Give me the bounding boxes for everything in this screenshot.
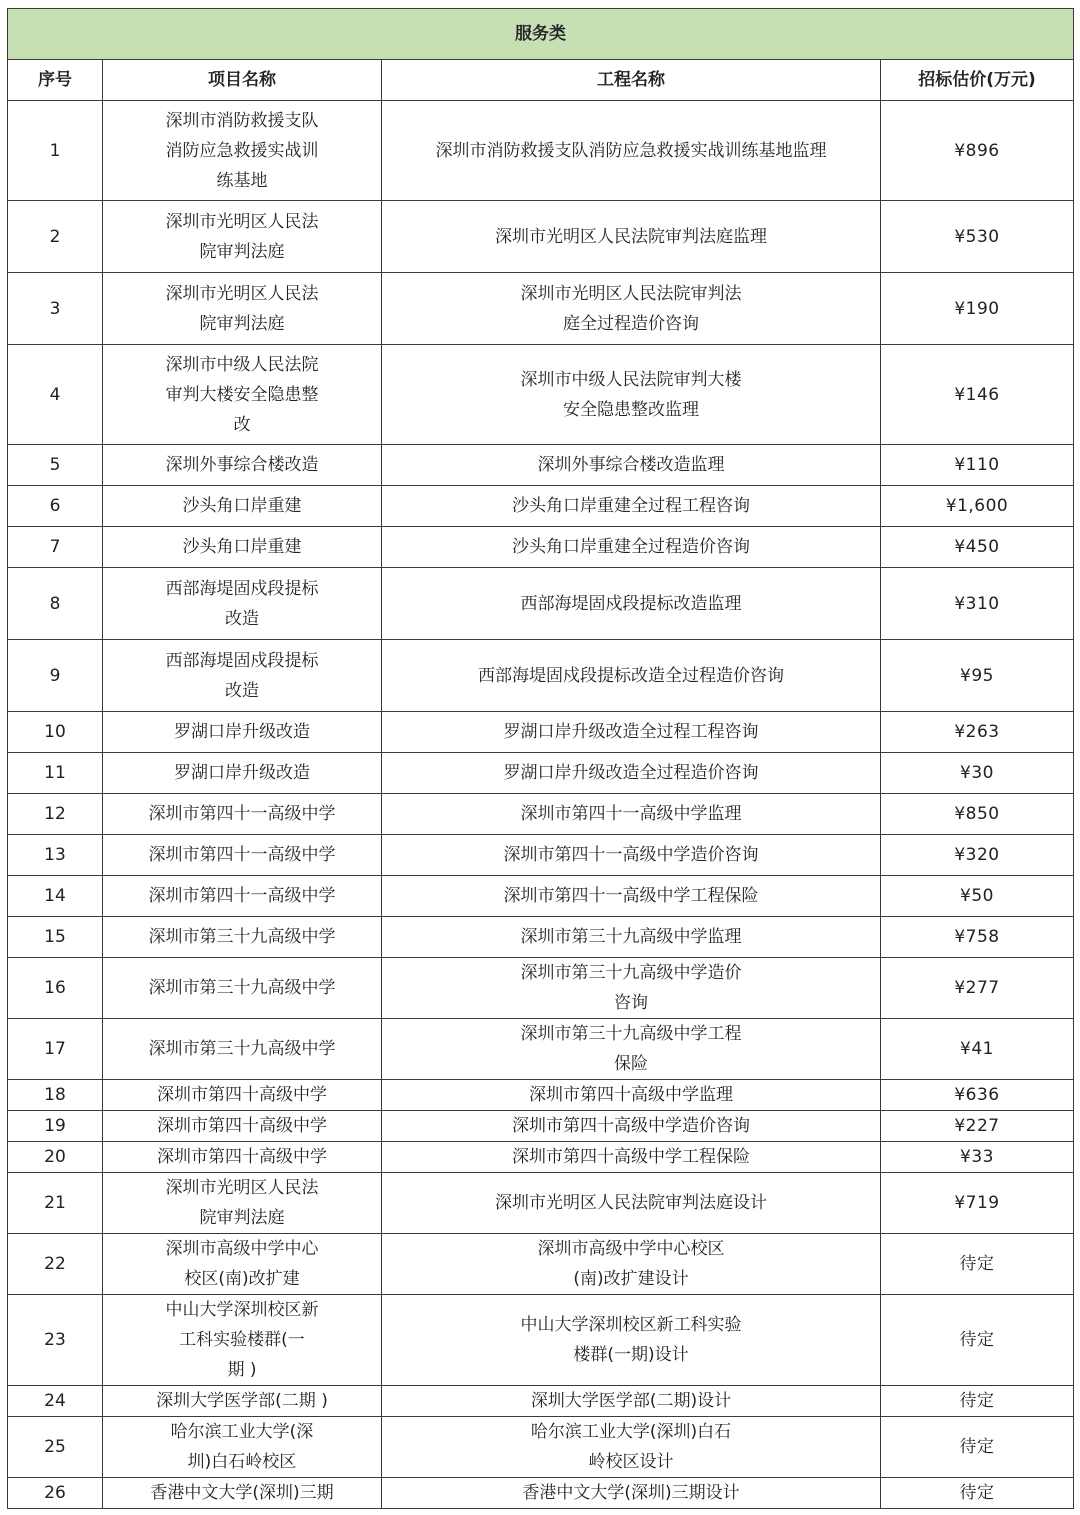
estimated-price-cell: ¥227 bbox=[881, 1111, 1074, 1142]
project-name-cell: 深圳市光明区人民法 院审判法庭 bbox=[103, 273, 382, 345]
row-index: 3 bbox=[8, 273, 103, 345]
work-name-cell: 深圳市第三十九高级中学工程 保险 bbox=[382, 1019, 881, 1080]
estimated-price-cell: ¥41 bbox=[881, 1019, 1074, 1080]
row-index: 11 bbox=[8, 753, 103, 794]
estimated-price-cell: ¥110 bbox=[881, 445, 1074, 486]
estimated-price-cell: ¥146 bbox=[881, 345, 1074, 445]
estimated-price-cell: ¥277 bbox=[881, 958, 1074, 1019]
project-name-cell: 深圳市第四十高级中学 bbox=[103, 1111, 382, 1142]
work-name-cell: 深圳市第三十九高级中学监理 bbox=[382, 917, 881, 958]
row-index: 16 bbox=[8, 958, 103, 1019]
work-name-cell: 罗湖口岸升级改造全过程造价咨询 bbox=[382, 753, 881, 794]
row-index: 26 bbox=[8, 1478, 103, 1509]
estimated-price-cell: ¥310 bbox=[881, 568, 1074, 640]
estimated-price-cell: ¥758 bbox=[881, 917, 1074, 958]
table-title-row bbox=[8, 9, 1074, 60]
estimated-price-cell: ¥30 bbox=[881, 753, 1074, 794]
project-name-cell: 哈尔滨工业大学(深 圳)白石岭校区 bbox=[103, 1417, 382, 1478]
work-name-cell: 深圳市光明区人民法院审判法 庭全过程造价咨询 bbox=[382, 273, 881, 345]
row-index: 12 bbox=[8, 794, 103, 835]
column-header-index: 序号 bbox=[8, 60, 103, 101]
estimated-price-cell: ¥530 bbox=[881, 201, 1074, 273]
work-name-cell: 深圳市第四十一高级中学监理 bbox=[382, 794, 881, 835]
table-row bbox=[8, 1234, 1074, 1295]
row-index: 7 bbox=[8, 527, 103, 568]
project-name-cell: 深圳市第四十一高级中学 bbox=[103, 835, 382, 876]
estimated-price-cell: ¥719 bbox=[881, 1173, 1074, 1234]
work-name-cell: 西部海堤固戍段提标改造全过程造价咨询 bbox=[382, 640, 881, 712]
work-name-cell: 深圳市消防救援支队消防应急救援实战训练基地监理 bbox=[382, 101, 881, 201]
row-index: 21 bbox=[8, 1173, 103, 1234]
estimated-price-cell: ¥33 bbox=[881, 1142, 1074, 1173]
work-name-cell: 深圳大学医学部(二期)设计 bbox=[382, 1386, 881, 1417]
project-name-cell: 深圳市第四十一高级中学 bbox=[103, 794, 382, 835]
project-name-cell: 罗湖口岸升级改造 bbox=[103, 712, 382, 753]
table-body bbox=[8, 101, 1074, 1509]
estimated-price-cell: ¥850 bbox=[881, 794, 1074, 835]
table-row bbox=[8, 1080, 1074, 1111]
work-name-cell: 西部海堤固戍段提标改造监理 bbox=[382, 568, 881, 640]
estimated-price-cell: 待定 bbox=[881, 1417, 1074, 1478]
work-name-cell: 深圳外事综合楼改造监理 bbox=[382, 445, 881, 486]
column-header-work-name: 工程名称 bbox=[382, 60, 881, 101]
row-index: 15 bbox=[8, 917, 103, 958]
project-name-cell: 西部海堤固戍段提标 改造 bbox=[103, 640, 382, 712]
data-table bbox=[7, 8, 1074, 1509]
table-row bbox=[8, 1173, 1074, 1234]
work-name-cell: 沙头角口岸重建全过程工程咨询 bbox=[382, 486, 881, 527]
estimated-price-cell: 待定 bbox=[881, 1478, 1074, 1509]
work-name-cell: 香港中文大学(深圳)三期设计 bbox=[382, 1478, 881, 1509]
work-name-cell: 深圳市中级人民法院审判大楼 安全隐患整改监理 bbox=[382, 345, 881, 445]
work-name-cell: 深圳市第四十高级中学造价咨询 bbox=[382, 1111, 881, 1142]
project-name-cell: 深圳外事综合楼改造 bbox=[103, 445, 382, 486]
row-index: 19 bbox=[8, 1111, 103, 1142]
estimated-price-cell: ¥450 bbox=[881, 527, 1074, 568]
estimated-price-cell: ¥95 bbox=[881, 640, 1074, 712]
table-row bbox=[8, 527, 1074, 568]
estimated-price-cell: ¥190 bbox=[881, 273, 1074, 345]
row-index: 4 bbox=[8, 345, 103, 445]
table-row bbox=[8, 345, 1074, 445]
row-index: 18 bbox=[8, 1080, 103, 1111]
row-index: 13 bbox=[8, 835, 103, 876]
row-index: 25 bbox=[8, 1417, 103, 1478]
table-row bbox=[8, 917, 1074, 958]
table-title: 服务类 bbox=[8, 9, 1074, 60]
row-index: 9 bbox=[8, 640, 103, 712]
table-row bbox=[8, 1295, 1074, 1386]
row-index: 1 bbox=[8, 101, 103, 201]
estimated-price-cell: ¥50 bbox=[881, 876, 1074, 917]
table-row bbox=[8, 486, 1074, 527]
work-name-cell: 深圳市高级中学中心校区 (南)改扩建设计 bbox=[382, 1234, 881, 1295]
project-name-cell: 罗湖口岸升级改造 bbox=[103, 753, 382, 794]
table-row bbox=[8, 1478, 1074, 1509]
work-name-cell: 中山大学深圳校区新工科实验 楼群(一期)设计 bbox=[382, 1295, 881, 1386]
row-index: 10 bbox=[8, 712, 103, 753]
estimated-price-cell: 待定 bbox=[881, 1234, 1074, 1295]
work-name-cell: 罗湖口岸升级改造全过程工程咨询 bbox=[382, 712, 881, 753]
table-row bbox=[8, 101, 1074, 201]
row-index: 17 bbox=[8, 1019, 103, 1080]
table-row bbox=[8, 445, 1074, 486]
estimated-price-cell: ¥320 bbox=[881, 835, 1074, 876]
project-name-cell: 沙头角口岸重建 bbox=[103, 486, 382, 527]
column-header-estimated-price: 招标估价(万元) bbox=[881, 60, 1074, 101]
project-name-cell: 深圳市第四十一高级中学 bbox=[103, 876, 382, 917]
work-name-cell: 深圳市光明区人民法院审判法庭设计 bbox=[382, 1173, 881, 1234]
table-row bbox=[8, 1417, 1074, 1478]
row-index: 14 bbox=[8, 876, 103, 917]
table-row bbox=[8, 753, 1074, 794]
work-name-cell: 深圳市第四十高级中学监理 bbox=[382, 1080, 881, 1111]
estimated-price-cell: ¥636 bbox=[881, 1080, 1074, 1111]
row-index: 22 bbox=[8, 1234, 103, 1295]
estimated-price-cell: 待定 bbox=[881, 1295, 1074, 1386]
table-row bbox=[8, 876, 1074, 917]
project-name-cell: 深圳市中级人民法院 审判大楼安全隐患整 改 bbox=[103, 345, 382, 445]
project-name-cell: 香港中文大学(深圳)三期 bbox=[103, 1478, 382, 1509]
table-header-row bbox=[8, 60, 1074, 101]
work-name-cell: 深圳市第四十高级中学工程保险 bbox=[382, 1142, 881, 1173]
project-name-cell: 深圳市第四十高级中学 bbox=[103, 1142, 382, 1173]
table-row bbox=[8, 712, 1074, 753]
project-name-cell: 深圳市第三十九高级中学 bbox=[103, 958, 382, 1019]
project-name-cell: 中山大学深圳校区新 工科实验楼群(一 期 ) bbox=[103, 1295, 382, 1386]
table-row bbox=[8, 568, 1074, 640]
service-projects-table bbox=[7, 8, 1073, 1509]
row-index: 23 bbox=[8, 1295, 103, 1386]
estimated-price-cell: ¥896 bbox=[881, 101, 1074, 201]
table-row bbox=[8, 835, 1074, 876]
project-name-cell: 深圳市第四十高级中学 bbox=[103, 1080, 382, 1111]
work-name-cell: 沙头角口岸重建全过程造价咨询 bbox=[382, 527, 881, 568]
work-name-cell: 深圳市第四十一高级中学造价咨询 bbox=[382, 835, 881, 876]
column-header-project-name: 项目名称 bbox=[103, 60, 382, 101]
work-name-cell: 哈尔滨工业大学(深圳)白石 岭校区设计 bbox=[382, 1417, 881, 1478]
table-row bbox=[8, 273, 1074, 345]
project-name-cell: 深圳市光明区人民法 院审判法庭 bbox=[103, 201, 382, 273]
work-name-cell: 深圳市第三十九高级中学造价 咨询 bbox=[382, 958, 881, 1019]
project-name-cell: 西部海堤固戍段提标 改造 bbox=[103, 568, 382, 640]
project-name-cell: 深圳大学医学部(二期 ) bbox=[103, 1386, 382, 1417]
table-row bbox=[8, 1386, 1074, 1417]
estimated-price-cell: ¥1,600 bbox=[881, 486, 1074, 527]
estimated-price-cell: ¥263 bbox=[881, 712, 1074, 753]
table-row bbox=[8, 201, 1074, 273]
table-row bbox=[8, 1019, 1074, 1080]
row-index: 2 bbox=[8, 201, 103, 273]
table-row bbox=[8, 640, 1074, 712]
row-index: 6 bbox=[8, 486, 103, 527]
table-row bbox=[8, 958, 1074, 1019]
project-name-cell: 深圳市第三十九高级中学 bbox=[103, 1019, 382, 1080]
table-row bbox=[8, 1111, 1074, 1142]
row-index: 20 bbox=[8, 1142, 103, 1173]
work-name-cell: 深圳市光明区人民法院审判法庭监理 bbox=[382, 201, 881, 273]
table-row bbox=[8, 794, 1074, 835]
project-name-cell: 深圳市光明区人民法 院审判法庭 bbox=[103, 1173, 382, 1234]
project-name-cell: 深圳市高级中学中心 校区(南)改扩建 bbox=[103, 1234, 382, 1295]
table-row bbox=[8, 1142, 1074, 1173]
project-name-cell: 深圳市消防救援支队 消防应急救援实战训 练基地 bbox=[103, 101, 382, 201]
project-name-cell: 深圳市第三十九高级中学 bbox=[103, 917, 382, 958]
row-index: 8 bbox=[8, 568, 103, 640]
estimated-price-cell: 待定 bbox=[881, 1386, 1074, 1417]
row-index: 24 bbox=[8, 1386, 103, 1417]
row-index: 5 bbox=[8, 445, 103, 486]
work-name-cell: 深圳市第四十一高级中学工程保险 bbox=[382, 876, 881, 917]
project-name-cell: 沙头角口岸重建 bbox=[103, 527, 382, 568]
